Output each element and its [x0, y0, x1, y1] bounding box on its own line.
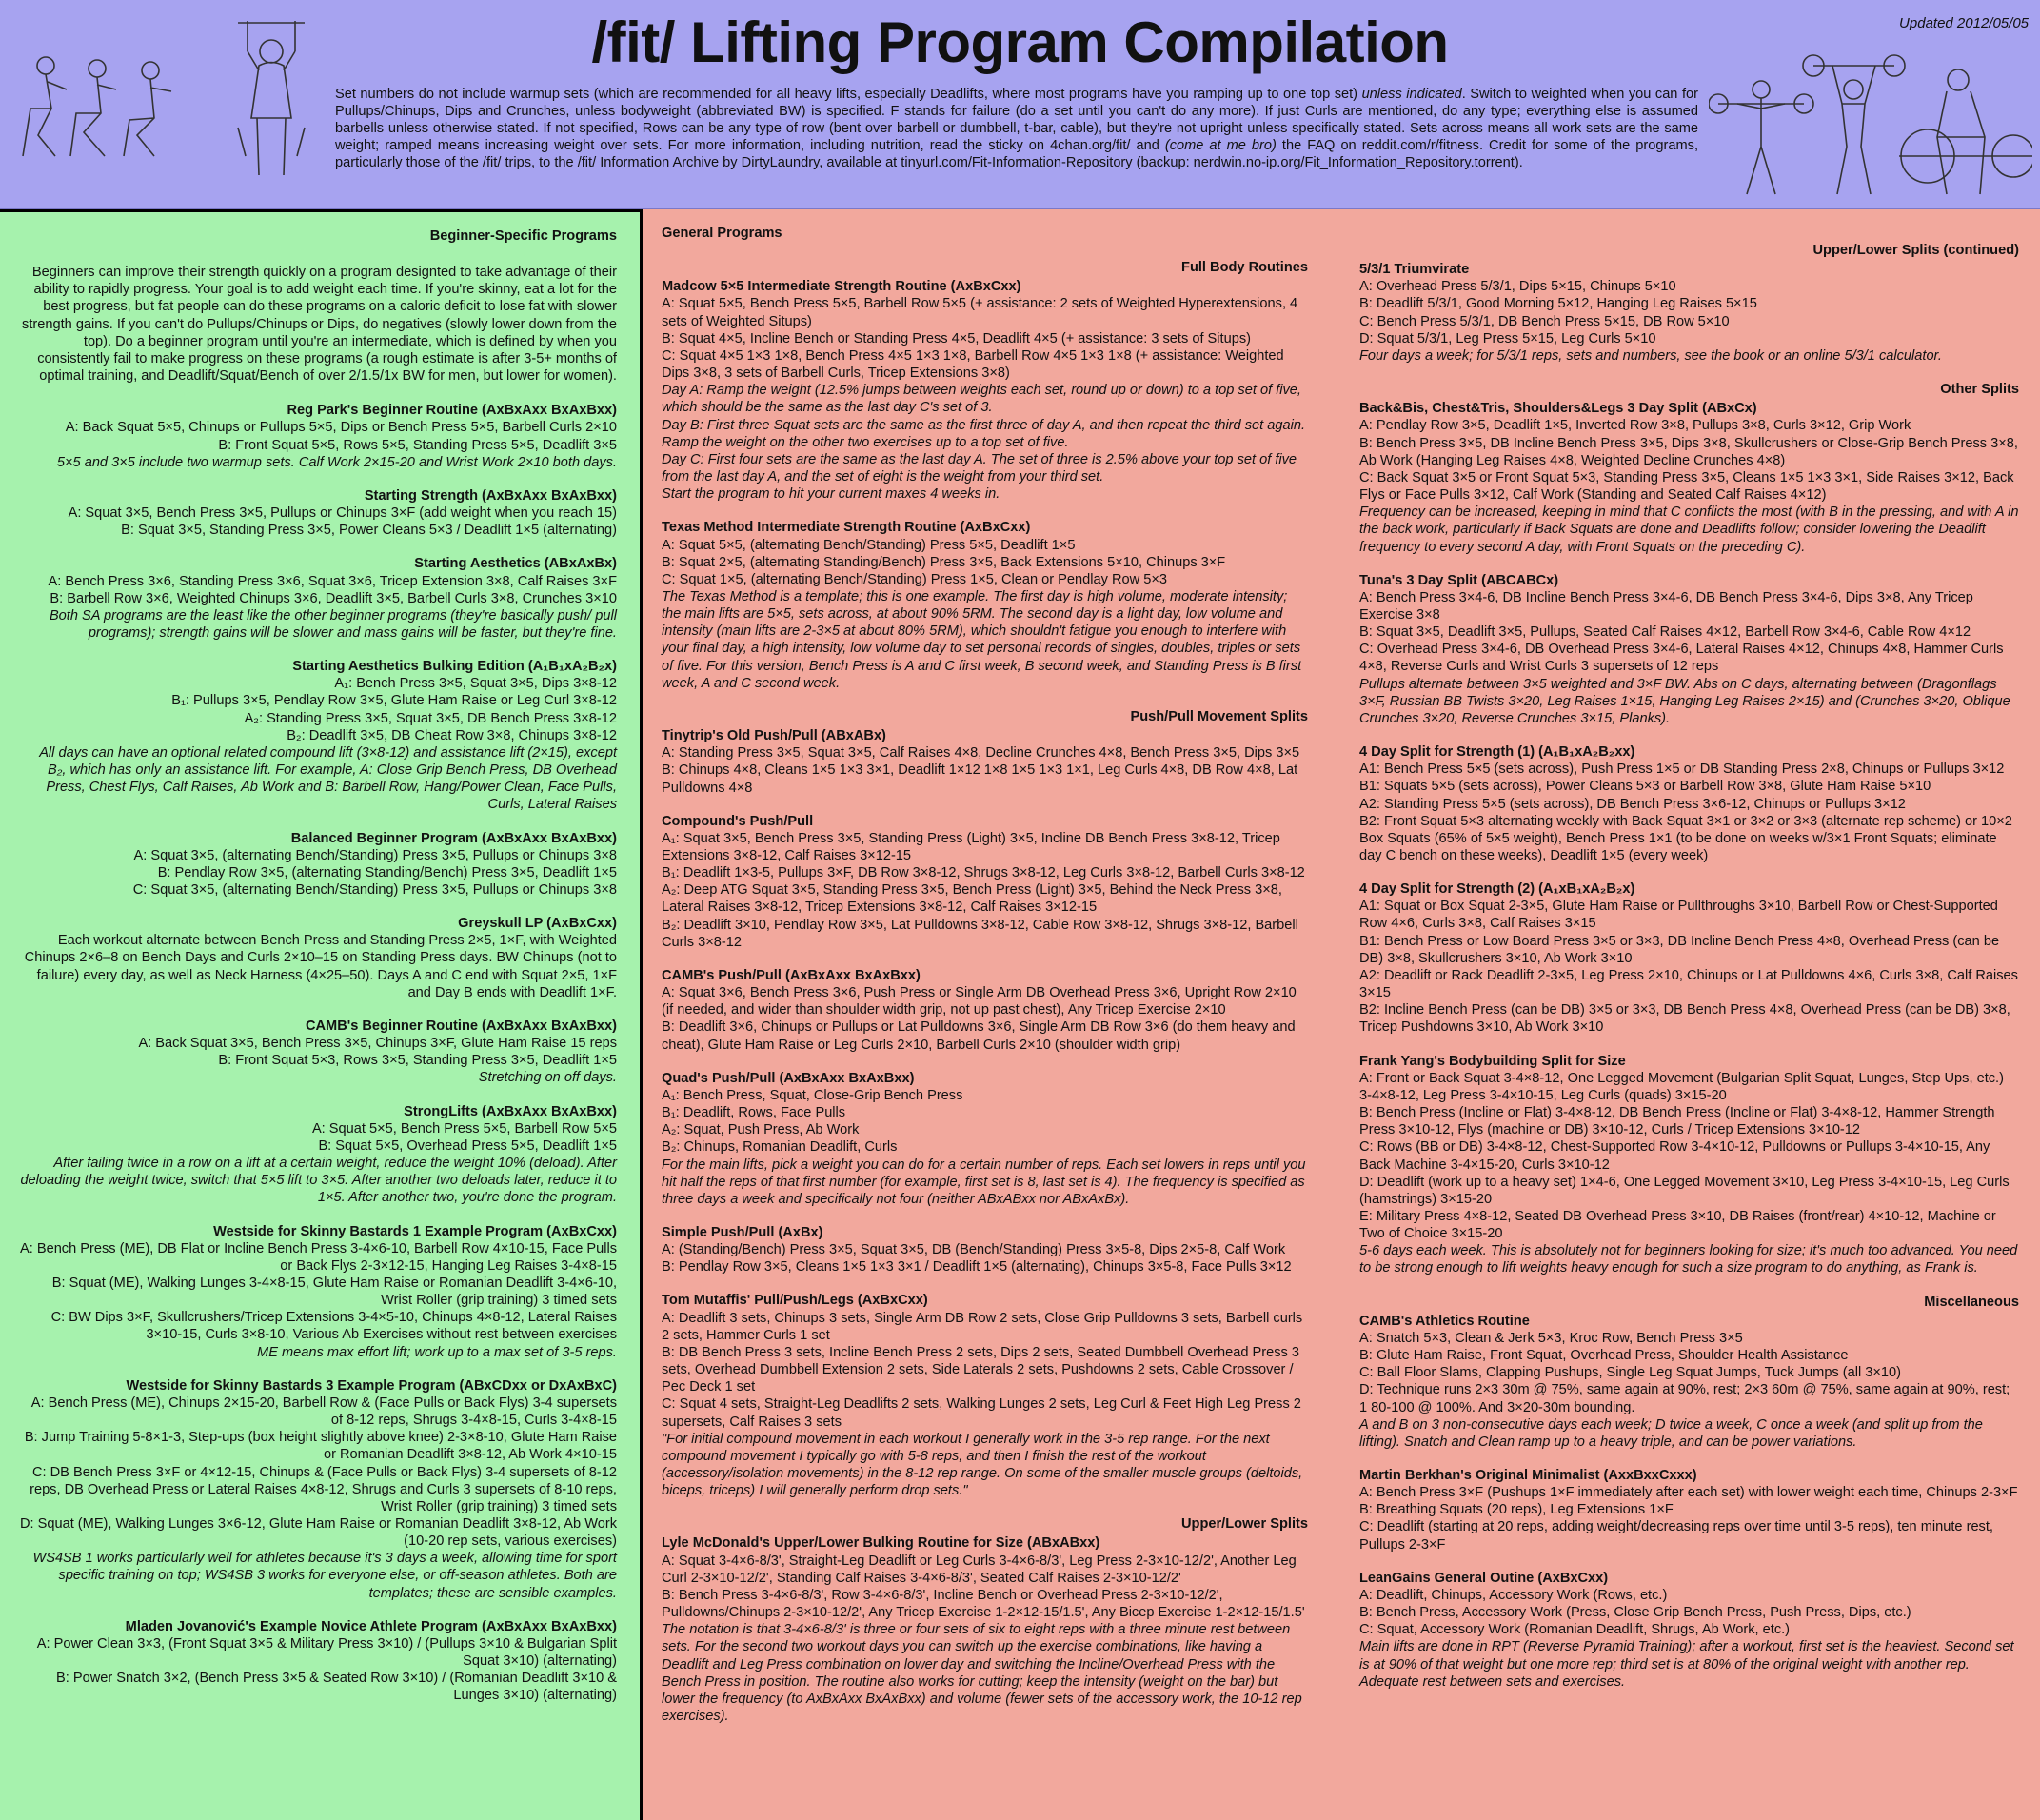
program-block	[662, 1292, 1308, 1499]
program-day-line: E: Military Press 4×8-12, Seated DB Overhead Press 3×10, DB Raises (front/rear) 4×10-12, Machine or Two of Choice 3×15-20	[1359, 1208, 1996, 1242]
program-day-line: A: Snatch 5×3, Clean & Jerk 5×3, Kroc Row, Bench Press 3×5	[1359, 1330, 1743, 1346]
program-day-line: B: Breathing Squats (20 reps), Leg Extensions 1×F	[1359, 1502, 1674, 1518]
program-day-line: A: Squat 3×6, Bench Press 3×6, Push Press or Single Arm DB Overhead Press 3×6, Upright Row 2×10 (if needed, and wider than shoulder width grip, not up past chest), Any Tricep Exercise 2×10	[662, 985, 1297, 1019]
program-day-line: B₁: Pullups 3×5, Pendlay Row 3×5, Glute Ham Raise or Leg Curl 3×8-12	[171, 693, 617, 709]
program-note: Four days a week; for 5/3/1 reps, sets and numbers, see the book or an online 5/3/1 calculator.	[1359, 347, 1942, 364]
program-day-line: C: Squat, Accessory Work (Romanian Deadlift, Shrugs, Ab Work, etc.)	[1359, 1622, 1791, 1638]
program-block	[1359, 1313, 2019, 1451]
program-title: Starting Aesthetics Bulking Edition (A₁B₁xA₂B₂x)	[292, 659, 617, 675]
program-title: Starting Aesthetics (ABxAxBx)	[414, 556, 617, 572]
program-day-line: B: Deadlift 3×6, Chinups or Pullups or Lat Pulldowns 3×6, Single Arm DB Row 3×6 (do them heavy and cheat), Glute Ham Raise or Leg Curls 2×10, Barbell Curls 2×10 (shoulder width grip)	[662, 1019, 1296, 1053]
program-day-line: D: Deadlift (work up to a heavy set) 1×4-6, One Legged Movement 3×10, Leg Press 3-4×10-15, Leg Curls (hamstrings) 3×15-20	[1359, 1174, 2010, 1207]
program-title: Texas Method Intermediate Strength Routine (AxBxCxx)	[662, 520, 1031, 536]
program-title: Compound's Push/Pull	[662, 813, 814, 829]
program-title: Quad's Push/Pull (AxBxAxx BxAxBxx)	[662, 1070, 915, 1086]
program-day-line: A: Back Squat 5×5, Chinups or Pullups 5×5, Dips or Bench Press 5×5, Barbell Curls 2×10	[65, 420, 617, 436]
program-block	[662, 1534, 1308, 1725]
program-title: Tom Mutaffis' Pull/Push/Legs (AxBxCxx)	[662, 1293, 928, 1309]
program-day-line: B: Bench Press 3×5, DB Incline Bench Press 3×5, Dips 3×8, Skullcrushers or Close-Grip Bench Press 3×8, Ab Work (Hanging Leg Raises 4×8, Weighted Decline Crunches 4×8)	[1359, 435, 2018, 468]
program-day-line: A: Bench Press 3×6, Standing Press 3×6, Squat 3×6, Tricep Extension 3×8, Calf Raises 3×F	[48, 573, 617, 589]
program-day-line: B: Bench Press, Accessory Work (Press, Close Grip Bench Press, Push Press, Dips, etc.)	[1359, 1605, 1911, 1621]
program-block	[17, 1377, 617, 1602]
program-day-line: A: Power Clean 3×3, (Front Squat 3×5 & Military Press 3×10) / (Pullups 3×10 & Bulgarian Split Squat 3×10) (alternating)	[36, 1635, 617, 1670]
beginner-programs-column	[0, 209, 643, 1820]
program-day-line: B: DB Bench Press 3 sets, Incline Bench Press 2 sets, Dips 2 sets, Seated Dumbbell Overhead Press 3 sets, Overhead Dumbbell Extension 2 sets, Side Laterals 2 sets, Pushdowns 2 sets, Cable Crossover / Pec Deck 1 set	[662, 1344, 1300, 1395]
program-day-line: B: Pendlay Row 3×5, Cleans 1×5 1×3 3×1 / Deadlift 1×5 (alternating), Chinups 3×5-8, Face Pulls 3×12	[662, 1259, 1292, 1276]
program-title: 4 Day Split for Strength (1) (A₁B₁xA₂B₂xx)	[1359, 744, 1635, 761]
program-note: Stretching on off days.	[478, 1070, 617, 1086]
program-day-line: B₂: Deadlift 3×10, Pendlay Row 3×5, Lat Pulldowns 3×8-12, Cable Row 3×8-12, Shrugs 3×8-12, Barbell Curls 3×8-12	[662, 917, 1298, 950]
program-day-line: B2: Incline Bench Press (can be DB) 3×5 or 3×3, DB Bench Press 4×8, Overhead Press (can be DB) 3×8, Tricep Pushdowns 3×10, Ab Work 3×10	[1359, 1002, 2010, 1036]
program-title: LeanGains General Outine (AxBxCxx)	[1359, 1570, 1609, 1586]
program-day-line: B: Squat 3×5, Deadlift 3×5, Pullups, Seated Calf Raises 4×12, Barbell Row 3×4-6, Cable Row 4×12	[1359, 624, 1971, 641]
program-block	[17, 1018, 617, 1087]
page-title: /fit/ Lifting Program Compilation	[591, 10, 1449, 74]
program-day-line: A₂: Deep ATG Squat 3×5, Standing Press 3×5, Bench Press (Light) 3×5, Behind the Neck Press 3×8, Lateral Raises 3×8-12, Tricep Extensions 3×8-12, Calf Raises 3×12-15	[662, 882, 1282, 916]
program-day-line: B: Front Squat 5×3, Rows 3×5, Standing Press 3×5, Deadlift 1×5	[218, 1053, 617, 1069]
program-note: The notation is that 3-4×6-8/3' is three or four sets of six to eight reps with a three minute rest between sets. For the second two workout days you can switch up the exercise combinations, like having a Deadlift and Leg Press combination on lower day and switching the Incline/Overhead Press with the Bench Press in position. The routine also works for cutting; keep the intensity (weight on the bar) but lower the frequency (to AxBxAxx BxAxBxx) and volume (fewer sets of the accessory work, the 10-12 rep exercises).	[662, 1622, 1302, 1725]
program-title: Martin Berkhan's Original Minimalist (AxxBxxCxxx)	[1359, 1468, 1697, 1483]
upper-lower-continued-list	[1359, 261, 2019, 365]
program-title: 4 Day Split for Strength (2) (A₁xB₁xA₂B₂x)	[1359, 881, 1635, 898]
program-block	[17, 915, 617, 1001]
program-day-line: B2: Front Squat 5×3 alternating weekly with Back Squat 3×1 or 3×2 or 3×3 (alternate rep scheme) or 10×2 Box Squats (65% of 5×5 weight), Bench Press 1×1 (to be done on weeks w/3×1 Front Squats; eliminate day C bench on these weeks), Deadlift 1×5 (every week)	[1359, 813, 2012, 863]
lifting-figures-illustration	[1709, 13, 2032, 204]
full-body-program-list	[662, 278, 1308, 692]
program-day-line: D: Squat 5/3/1, Leg Press 5×15, Leg Curls 5×10	[1359, 330, 1656, 346]
program-day-line: C: Rows (BB or DB) 3-4×8-12, Chest-Supported Row 3-4×10-12, Pulldowns or Pullups 3-4×10-15, Any Back Machine 3-4×15-20, Curls 3×10-12	[1359, 1139, 1990, 1173]
subsection-title-other-splits: Other Splits	[1940, 382, 2019, 398]
program-day-line: B₁: Deadlift 1×3-5, Pullups 3×F, DB Row 3×8-12, Shrugs 3×8-12, Leg Curls 3×8-12, Barbell Curls 3×8-12	[662, 865, 1305, 881]
program-block	[1359, 1570, 2019, 1691]
program-note: A and B on 3 non-consecutive days each week; D twice a week, C once a week (and split up from the lifting). Snatch and Clean ramp up to a heavy triple, and can be power variations.	[1359, 1416, 1983, 1450]
program-note: Start the program to hit your current maxes 4 weeks in.	[662, 486, 1000, 503]
program-note: Main lifts are done in RPT (Reverse Pyramid Training); after a workout, first set is the heaviest. Second set is at 90% of that weight but one more rep; third set is at 80% of the original weight with another rep. Adequate rest between sets and exercises.	[1359, 1639, 2014, 1690]
program-title: Madcow 5×5 Intermediate Strength Routine (AxBxCxx)	[662, 279, 1021, 295]
program-block	[1359, 880, 2019, 1036]
program-day-line: Each workout alternate between Bench Press and Standing Press 2×5, 1×F, with Weighted Chinups 2×6–8 on Bench Days and Curls 2×10–15 on Standing Press days. BW Chinups (not to failure) every day, as well as Neck Harness (4×25–50). Days A and C end with Squat 2×5, 1×F and Day B ends with Deadlift 1×F.	[24, 933, 617, 1000]
subsection-title-upper-lower-continued: Upper/Lower Splits (continued)	[1812, 243, 2019, 258]
program-day-line: A: Standing Press 3×5, Squat 3×5, Calf Raises 4×8, Decline Crunches 4×8, Bench Press 3×5, Dips 3×5	[662, 745, 1300, 762]
program-day-line: C: Deadlift (starting at 20 reps, adding weight/decreasing reps over time until 3-5 reps), ten minute rest, Pullups 2-3×F	[1359, 1519, 1993, 1553]
program-block	[17, 487, 617, 539]
push-pull-program-list	[662, 727, 1308, 1499]
program-day-line: A: Bench Press 3×F (Pushups 1×F immediately after each set) with lower weight each time, Chinups 2-3×F	[1359, 1485, 2018, 1501]
program-note: For the main lifts, pick a weight you can do for a certain number of reps. Each set lowers in reps until you hit half the reps of that first number (for example, first set is 8, last set is 4). The frequency is specified as three days a week and specifically not four (neither ABxABxx nor ABxAxBx).	[662, 1157, 1306, 1207]
program-day-line: D: Technique runs 2×3 30m @ 75%, same again at 90%, rest; 2×3 60m @ 75%, same again at 90%, rest; 1 80-100 @ 100%. And 3×20-30m bounding.	[1359, 1382, 2010, 1415]
program-day-line: B: Bench Press (Incline or Flat) 3-4×8-12, DB Bench Press (Incline or Flat) 3-4×8-12, Hammer Strength Press 3×10-12, Flys (machine or DB) 3×10-12, Curls / Tricep Extensions 3×10-12	[1359, 1105, 1995, 1138]
program-day-line: A: Squat 5×5, (alternating Bench/Standing) Press 5×5, Deadlift 1×5	[662, 537, 1076, 553]
splits-column	[1333, 209, 2040, 1820]
program-block	[17, 555, 617, 642]
program-day-line: A: Bench Press (ME), DB Flat or Incline Bench Press 3-4×6-10, Barbell Row 4×10-15, Face Pulls or Back Flys 2-3×12-15, Hanging Leg Raises 3-4×8-15	[20, 1240, 617, 1274]
program-title: Reg Park's Beginner Routine (AxBxAxx BxAxBxx)	[287, 403, 617, 419]
program-day-line: A: Overhead Press 5/3/1, Dips 5×15, Chinups 5×10	[1359, 279, 1676, 295]
program-block	[662, 813, 1308, 951]
program-title: Balanced Beginner Program (AxBxAxx BxAxBxx)	[290, 830, 617, 846]
program-day-line: A: Front or Back Squat 3-4×8-12, One Legged Movement (Bulgarian Split Squat, Lunges, Step Ups, etc.) 3-4×8-12, Leg Press 3-4×10-15, Leg Curls (quads) 3×15-20	[1359, 1070, 2004, 1103]
program-day-line: A: Deadlift, Chinups, Accessory Work (Rows, etc.)	[1359, 1587, 1668, 1603]
program-day-line: B: Squat 4×5, Incline Bench or Standing Press 4×5, Deadlift 4×5 (+ assistance: 3 sets of Situps)	[662, 330, 1251, 346]
program-day-line: A: Squat 5×5, Bench Press 5×5, Barbell Row 5×5	[311, 1120, 617, 1137]
program-day-line: B: Chinups 4×8, Cleans 1×5 1×3 3×1, Deadlift 1×12 1×8 1×5 1×3 1×1, Leg Curls 4×8, DB Row 4×8, Lat Pulldowns 4×8	[662, 762, 1298, 796]
program-block	[17, 402, 617, 471]
program-note: Day A: Ramp the weight (12.5% jumps between weights each set, round up or down) to a top set of five, which should be the same as the last day C's set of 3.	[662, 383, 1301, 416]
program-day-line: B: Squat 5×5, Overhead Press 5×5, Deadlift 1×5	[318, 1138, 617, 1154]
program-day-line: B₁: Deadlift, Rows, Face Pulls	[662, 1105, 846, 1121]
program-day-line: A1: Bench Press 5×5 (sets across), Push Press 1×5 or DB Standing Press 2×8, Chinups or Pullups 3×12	[1359, 762, 2005, 778]
program-day-line: A: Bench Press (ME), Chinups 2×15-20, Barbell Row & (Face Pulls or Back Flys) 3-4 supersets of 8-12 reps, Shrugs 3-4×8-15, Curls 3-4×8-15	[30, 1395, 617, 1429]
program-title: Tinytrip's Old Push/Pull (ABxABx)	[662, 728, 886, 744]
program-day-line: A₁: Squat 3×5, Bench Press 3×5, Standing Press (Light) 3×5, Incline DB Bench Press 3×8-12, Tricep Extensions 3×8-12, Calf Raises 3×12-15	[662, 830, 1280, 863]
program-block	[1359, 1053, 2019, 1277]
program-block	[662, 1070, 1308, 1208]
program-day-line: A₁: Bench Press 3×5, Squat 3×5, Dips 3×8-12	[334, 676, 617, 692]
program-block	[1359, 1467, 2019, 1553]
program-note: Pullups alternate between 3×5 weighted and 3×F BW. Abs on C days, alternating between (Dragonflags 3×F, Russian BB Twists 3×20, Leg Raises 1×15, Hanging Leg Raises 2×15) and (Crunches 3×20, Oblique Crunches 3×20, Reverse Crunches 3×15, Planks).	[1359, 676, 2010, 726]
program-note: WS4SB 1 works particularly well for athletes because it's 3 days a week, allowing time for sport specific training on top; WS4SB 3 works for everyone else, or off-season athletes. Both are templates; these are sensible examples.	[32, 1551, 617, 1601]
program-day-line: A: (Standing/Bench) Press 3×5, Squat 3×5, DB (Bench/Standing) Press 3×5-8, Dips 2×5-8, Calf Work	[662, 1242, 1286, 1258]
subsection-title-upper-lower: Upper/Lower Splits	[1181, 1516, 1308, 1533]
program-title: CAMB's Athletics Routine	[1359, 1313, 1530, 1329]
beginner-program-list	[17, 402, 617, 1704]
program-note: ME means max effort lift; work up to a max set of 3-5 reps.	[257, 1344, 617, 1360]
section-title-beginner: Beginner-Specific Programs	[429, 228, 617, 244]
program-block	[662, 727, 1308, 797]
program-day-line: B: Jump Training 5-8×1-3, Step-ups (box height slightly above knee) 2-3×8-10, Glute Ham Raise or Romanian Deadlift 3×8-12, Ab Work 4×10-15	[24, 1430, 617, 1463]
program-note: 5×5 and 3×5 include two warmup sets. Calf Work 2×15-20 and Wrist Work 2×10 both days.	[56, 454, 617, 470]
program-block	[662, 1224, 1308, 1276]
program-title: 5/3/1 Triumvirate	[1359, 262, 1470, 278]
program-day-line: A: Pendlay Row 3×5, Deadlift 1×5, Inverted Row 3×8, Pullups 3×8, Curls 3×12, Grip Work	[1359, 418, 1911, 434]
program-day-line: B: Squat 3×5, Standing Press 3×5, Power Cleans 5×3 / Deadlift 1×5 (alternating)	[121, 523, 617, 539]
program-day-line: A1: Squat or Box Squat 2-3×5, Glute Ham Raise or Pullthroughs 3×10, Barbell Row or Chest-Supported Row 4×6, Curls 3×8, Calf Raises 3×15	[1359, 899, 1998, 932]
program-day-line: B₂: Chinups, Romanian Deadlift, Curls	[662, 1139, 898, 1156]
program-day-line: A: Back Squat 3×5, Bench Press 3×5, Chinups 3×F, Glute Ham Raise 15 reps	[138, 1036, 617, 1052]
program-day-line: C: Squat 1×5, (alternating Bench/Standing) Press 1×5, Clean or Pendlay Row 5×3	[662, 571, 1167, 587]
program-day-line: C: Bench Press 5/3/1, DB Bench Press 5×15, DB Row 5×10	[1359, 313, 1730, 329]
program-title: Westside for Skinny Bastards 1 Example Program (AxBxCxx)	[213, 1223, 617, 1239]
program-day-line: A2: Deadlift or Rack Deadlift 2-3×5, Leg Press 2×10, Chinups or Lat Pulldowns 4×6, Curls 3×8, Calf Raises 3×15	[1359, 967, 2018, 1001]
program-block	[662, 967, 1308, 1054]
program-block	[1359, 743, 2019, 864]
program-title: Westside for Skinny Bastards 3 Example Program (ABxCDxx or DxAxBxC)	[126, 1377, 617, 1394]
program-title: Mladen Jovanović's Example Novice Athlete Program (AxBxAxx BxAxBxx)	[125, 1618, 617, 1634]
program-day-line: B: Pendlay Row 3×5, (alternating Standing/Bench) Press 3×5, Deadlift 1×5	[157, 864, 617, 880]
miscellaneous-list	[1359, 1313, 2019, 1691]
program-title: Starting Strength (AxBxAxx BxAxBxx)	[364, 487, 617, 504]
program-title: CAMB's Beginner Routine (AxBxAxx BxAxBxx)	[305, 1018, 617, 1034]
program-day-line: B: Power Snatch 3×2, (Bench Press 3×5 & Seated Row 3×10) / (Romanian Deadlift 3×10 & Lunges 3×10) (alternating)	[56, 1671, 617, 1704]
program-day-line: C: Squat 3×5, (alternating Bench/Standing) Press 3×5, Pullups or Chinups 3×8	[132, 882, 617, 898]
program-note: Frequency can be increased, keeping in mind that C conflicts the most (with B in the pressing, and with A in the back work, particularly if Back Squats are done and Deadlifts follow; consider lowering the Deadlift frequency to every second A day, with Front Squats on the preceding C).	[1359, 504, 2019, 555]
program-title: Frank Yang's Bodybuilding Split for Size	[1359, 1053, 1626, 1069]
program-note: All days can have an optional related compound lift (3×8-12) and assistance lift (2×15), except B₂, which has only an assistance lift. For example, A: Close Grip Bench Press, DB Overhead Press, Chest Flys, Calf Raises, Ab Work and B: Barbell Row, Hang/Power Clean, Face Pulls, Curls, Lateral Raises	[39, 744, 617, 813]
program-title: Back&Bis, Chest&Tris, Shoulders&Legs 3 Day Split (ABxCx)	[1359, 401, 1757, 417]
program-title: Lyle McDonald's Upper/Lower Bulking Routine for Size (ABxABxx)	[662, 1535, 1100, 1552]
program-day-line: C: Squat 4×5 1×3 1×8, Bench Press 4×5 1×3 1×8, Barbell Row 4×5 1×3 1×8 (+ assistance: Weighted Dips 3×8, 3 sets of Barbell Curls, Tricep Extensions 3×8)	[662, 347, 1284, 382]
program-note: Both SA programs are the least like the other beginner programs (they're basically push/ pull programs); strength gains will be slower and mass gains will be faster, but they're fine.	[49, 607, 617, 641]
program-title: Tuna's 3 Day Split (ABCABCx)	[1359, 572, 1559, 588]
program-day-line: A: Bench Press 3×4-6, DB Incline Bench Press 3×4-6, DB Bench Press 3×4-6, Dips 3×8, Any Tricep Exercise 3×8	[1359, 589, 1973, 623]
program-day-line: A: Squat 5×5, Bench Press 5×5, Barbell Row 5×5 (+ assistance: 2 sets of Weighted Hyperextensions, 4 sets of Weighted Situps)	[662, 296, 1298, 329]
program-day-line: D: Squat (ME), Walking Lunges 3×6-12, Glute Ham Raise or Romanian Deadlift 3×8-12, Ab Work (10-20 rep sets, various exercises)	[19, 1516, 617, 1550]
intro-paragraph: Set numbers do not include warmup sets (which are recommended for all heavy lifts, especially Deadlifts, where most programs have you ramping up to one top set) unless indicated. Switch to weighted when you can for Pullups/Chinups, Dips and Crunches, unless bodyweight (abbreviated BW) is specified. F stands for failure (do a set until you can't do any more). If just Curls are mentioned, do any type; everything else is assumed barbells unless otherwise stated. If not specified, Rows can be any type of row (bent over barbell or dumbbell, t-bar, cable), but they're not upright unless specifically stated. Sets across means all work sets are the same weight; ramped means increasing weight over sets. For more information, including nutrition, read the sticky on 4chan.org/fit/ and (come at me bro) the FAQ on reddit.com/r/fitness. Credit for some of the programs, particularly those of the /fit/ trips, to the /fit/ Information Archive by DirtyLaundry, available at tinyurl.com/Fit-Information-Repository (backup: nerdwin.no-ip.org/Fit_Information_Repository.torrent).	[335, 87, 1698, 171]
subsection-title-miscellaneous: Miscellaneous	[1924, 1294, 2019, 1310]
program-day-line: A: Squat 3×5, Bench Press 3×5, Pullups or Chinups 3×F (add weight when you reach 15)	[68, 505, 617, 522]
program-day-line: B: Deadlift 5/3/1, Good Morning 5×12, Hanging Leg Raises 5×15	[1359, 296, 1757, 312]
updated-date: Updated 2012/05/05	[1899, 15, 2029, 31]
program-note: After failing twice in a row on a lift at a certain weight, reduce the weight 10% (deload). After deloading the weight twice, switch that 5×5 lift to 3×5. After another two deloads later, reduce it to 1×5. After another two, you're done the program.	[20, 1156, 617, 1206]
program-note: Day B: First three Squat sets are the same as the first three of day A, and then repeat the third set again. Ramp the weight on the other two exercises up to a top set of five.	[662, 417, 1306, 450]
program-day-line: A2: Standing Press 5×5 (sets across), DB Bench Press 3×6-12, Chinups or Pullups 3×12	[1359, 796, 1906, 812]
program-title: CAMB's Push/Pull (AxBxAxx BxAxBxx)	[662, 967, 921, 983]
program-title: StrongLifts (AxBxAxx BxAxBxx)	[404, 1103, 617, 1119]
program-note: "For initial compound movement in each workout I generally work in the 3-5 rep range. For the next compound movement I typically go with 5-8 reps, and then I finish the rest of the workout (accessory/isolation movements) in the 8-12 rep range. On some of the smaller muscle groups (deltoids, biceps, triceps) I will generally perform drop sets."	[662, 1431, 1303, 1499]
program-block	[1359, 572, 2019, 727]
program-day-line: A: Squat 3-4×6-8/3', Straight-Leg Deadlift or Leg Curls 3-4×6-8/3', Leg Press 2-3×10-12/2', Another Leg Curl 2-3×10-12/2', Standing Calf Raises 3-4×6-8/3', Seated Calf Raises 2-3×10-12/2'	[662, 1553, 1297, 1586]
program-title: Simple Push/Pull (AxBx)	[662, 1224, 823, 1240]
header	[0, 0, 2040, 209]
program-note: 5-6 days each week. This is absolutely not for beginners looking for size; it's much too advanced. You need to be strong enough to lift weights heavy enough for such a size program to do anything, as Frank is.	[1359, 1243, 2018, 1276]
program-day-line: C: Overhead Press 3×4-6, DB Overhead Press 3×4-6, Lateral Raises 4×12, Chinups 4×8, Hammer Curls 4×8, Reverse Curls and Wrist Curls 3 supersets of 12 reps	[1359, 642, 2004, 675]
beginner-intro: Beginners can improve their strength quickly on a program designted to take advantage of their ability to rapidly progress. Your goal is to add weight each time. If you're skinny, eat a lot for the best progress, but fat people can do these programs on a caloric deficit to lose fat with slower strength gains. If you can't do Pullups/Chinups or Dips, do negatives (slowly lower down from the top). Do a beginner program until you're an intermediate, which is defined by when you consistently fail to make progress on these programs (a rough estimate is after 3-5+ months of optimal training, and Deadlift/Squat/Bench of over 2/1.5/1x BW for men, but lower for women).	[22, 265, 617, 385]
program-block	[17, 830, 617, 900]
program-day-line: C: Back Squat 3×5 or Front Squat 5×3, Standing Press 3×5, Cleans 1×5 1×3 3×1, Side Raises 3×12, Back Flys or Face Pulls 3×12, Calf Work (Standing and Seated Calf Raises 4×12)	[1359, 469, 2014, 504]
program-block	[17, 1618, 617, 1705]
program-block	[1359, 400, 2019, 555]
section-title-general: General Programs	[662, 226, 782, 241]
upper-lower-program-list	[662, 1534, 1308, 1725]
program-day-line: B1: Bench Press or Low Board Press 3×5 or 3×3, DB Incline Bench Press 4×8, Overhead Press (can be DB) 3×8, Skullcrushers 3×10, Ab Work 3×10	[1359, 933, 2000, 966]
program-day-line: B: Glute Ham Raise, Front Squat, Overhead Press, Shoulder Health Assistance	[1359, 1348, 1849, 1364]
program-day-line: A: Deadlift 3 sets, Chinups 3 sets, Single Arm DB Row 2 sets, Close Grip Pulldowns 3 sets, Barbell curls 2 sets, Hammer Curls 1 set	[662, 1310, 1303, 1343]
general-programs-column	[645, 209, 1321, 1820]
program-block	[662, 519, 1308, 692]
program-day-line: B: Bench Press 3-4×6-8/3', Row 3-4×6-8/3', Incline Bench or Overhead Press 2-3×10-12/2', Pulldowns/Chinups 2-3×10-12/2', Any Tricep Exercise 1-2×12-15/1.5', Any Bicep Exercise 1-2×12-15/1.5'	[662, 1587, 1305, 1621]
program-day-line: B: Barbell Row 3×6, Weighted Chinups 3×6, Deadlift 3×5, Barbell Curls 3×8, Crunches 3×10	[50, 590, 617, 606]
program-block	[17, 1103, 617, 1207]
program-day-line: C: Ball Floor Slams, Clapping Pushups, Single Leg Squat Jumps, Tuck Jumps (all 3×10)	[1359, 1365, 1902, 1381]
program-day-line: B: Squat 2×5, (alternating Standing/Bench) Press 3×5, Back Extensions 5×10, Chinups 3×F	[662, 554, 1226, 570]
other-splits-list	[1359, 400, 2019, 1276]
program-note: The Texas Method is a template; this is one example. The first day is high volume, moderate intensity; the main lifts are 5×5, sets across, at about 90% 5RM. The second day is a light day, low volume and intensity (main lifts are 2-3×5 at about 80% 5RM), which shouldn't fatigue you enough to interfere with your final day, a high intensity, low volume day to set personal records of singles, doubles, triples or sets of five. For this version, Bench Press is A and C first week, B second week, and Standing Press is B first week, A and C second week.	[662, 588, 1302, 691]
program-day-line: B: Front Squat 5×5, Rows 5×5, Standing Press 5×5, Deadlift 3×5	[218, 437, 617, 453]
program-day-line: A: Squat 3×5, (alternating Bench/Standing) Press 3×5, Pullups or Chinups 3×8	[133, 847, 617, 863]
subsection-title-full-body: Full Body Routines	[1181, 260, 1308, 276]
program-day-line: C: Squat 4 sets, Straight-Leg Deadlifts 2 sets, Walking Lunges 2 sets, Leg Curl & Feet High Leg Press 2 supersets, Calf Raises 3 sets	[662, 1396, 1301, 1430]
program-block	[662, 278, 1308, 503]
program-day-line: C: DB Bench Press 3×F or 4×12-15, Chinups & (Face Pulls or Back Flys) 3-4 supersets of 8-12 reps, DB Overhead Press or Lateral Raises 4×8-12, Shrugs and Curls 3 supersets of 8-10 reps, Wrist Roller (grip training) 3 timed sets	[30, 1464, 617, 1514]
program-day-line: B₂: Deadlift 3×5, DB Cheat Row 3×8, Chinups 3×8-12	[287, 727, 617, 743]
program-day-line: B1: Squats 5×5 (sets across), Power Cleans 5×3 or Barbell Row 3×8, Glute Ham Raise 5×10	[1359, 779, 1931, 795]
program-block	[17, 658, 617, 813]
program-day-line: A₂: Standing Press 3×5, Squat 3×5, DB Bench Press 3×8-12	[244, 710, 617, 726]
program-block	[17, 1223, 617, 1361]
program-day-line: C: BW Dips 3×F, Skullcrushers/Tricep Extensions 3-4×5-10, Chinups 4×8-12, Lateral Raises 3×10-15, Curls 3×8-10, Various Ab Exercises without rest between exercises	[50, 1310, 617, 1343]
program-day-line: A₂: Squat, Push Press, Ab Work	[662, 1122, 860, 1138]
program-day-line: A₁: Bench Press, Squat, Close-Grip Bench Press	[662, 1087, 963, 1103]
subsection-title-push-pull: Push/Pull Movement Splits	[1130, 708, 1308, 724]
program-note: Day C: First four sets are the same as the last day A. The set of three is 2.5% above your top set of five from the last day A, and the set of eight is the weight from your third set.	[662, 451, 1297, 485]
program-day-line: B: Squat (ME), Walking Lunges 3-4×8-15, Glute Ham Raise or Romanian Deadlift 3-4×6-10, Wrist Roller (grip training) 3 timed sets	[51, 1275, 617, 1309]
program-title: Greyskull LP (AxBxCxx)	[458, 916, 617, 932]
program-block	[1359, 261, 2019, 365]
